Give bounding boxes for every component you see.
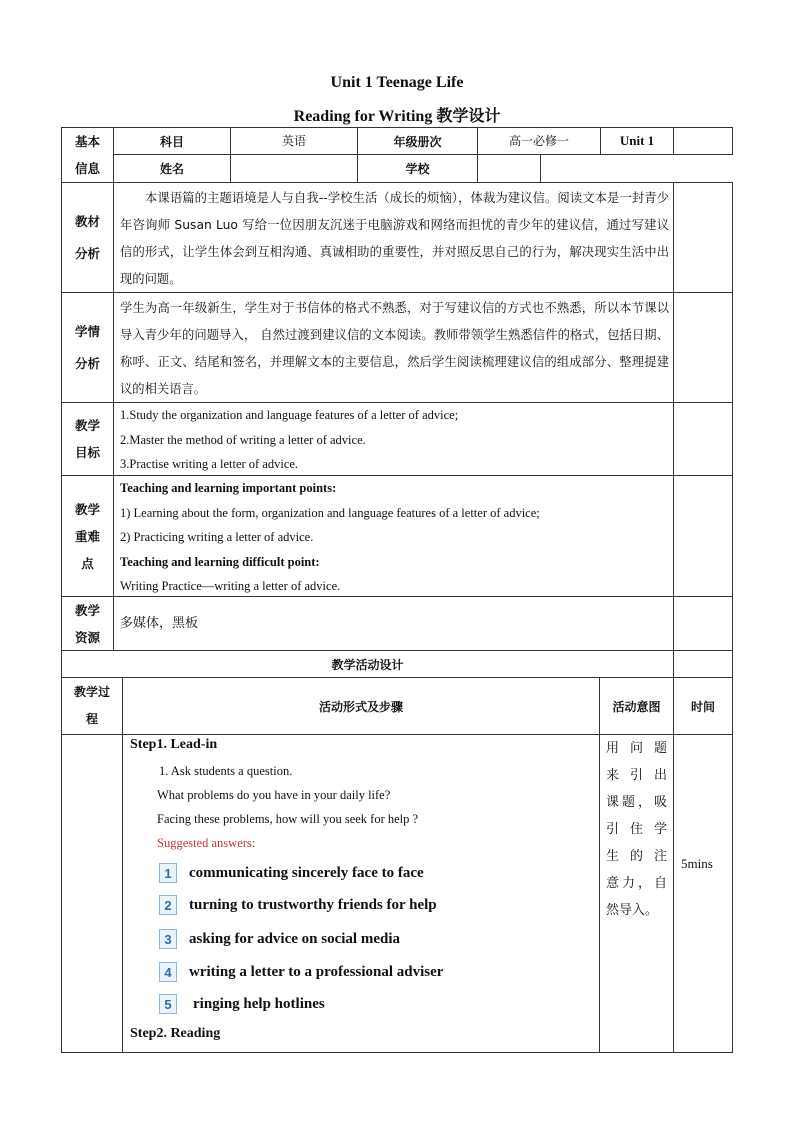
important-point: 2) Practicing writing a letter of advice. — [120, 530, 314, 544]
answer-text: communicating sincerely face to face — [189, 864, 424, 881]
important-point: 1) Learning about the form, organization and language features of a letter of advice; — [120, 505, 540, 520]
purpose-line: 用问题 — [606, 741, 667, 756]
step1-question-intro: 1. Ask students a question. — [159, 764, 293, 778]
intent-cell — [599, 734, 674, 1053]
number-badge-icon: 5 — [159, 994, 177, 1014]
material-label-top: 教材 — [74, 214, 100, 229]
empty-cell — [673, 596, 733, 651]
steps-cell — [122, 734, 600, 1053]
objectives-label — [61, 402, 114, 476]
name-label: 姓名 — [113, 154, 231, 183]
difficult-point: Writing Practice—writing a letter of advice. — [120, 579, 341, 593]
answer-item — [159, 895, 437, 915]
suggested-answers-label: Suggested answers: — [157, 836, 256, 850]
purpose-line: 课题，吸 — [606, 795, 667, 810]
student-analysis-text: 学生为高一年级新生，学生对于书信体的格式不熟悉，对于写建议信的方式也不熟悉，所以本节课以导入青少年的问题导入， 自然过渡到建议信的文本阅读。教师带领学生熟悉信件的格式，包括日期、称呼、正文、结尾和签名，并理解文本的主要信息，然后学生阅读梳理建议信的组成部分、整理提建议的相关语言。 — [113, 292, 674, 403]
empty-cell — [673, 292, 733, 403]
step1-question-1: What problems do you have in your daily life? — [157, 788, 391, 802]
material-analysis-text: 本课语篇的主题语境是人与自我--学校生活（成长的烦恼），体裁为建议信。阅读文本是一封青少年咨询师 Susan Luo 写给一位因朋友沉迷于电脑游戏和网络而担忧的青少年的建议信，通过写建议信的形式，让学生体会到互相沟通、真诚相助的重要性，并对照反思自己的行为，解决现实生活中出现的问题。 — [113, 182, 674, 293]
objective-item: 2.Master the method of writing a letter of advice. — [120, 432, 366, 447]
school-label: 学校 — [357, 154, 478, 183]
purpose-line: 引住学 — [606, 822, 667, 837]
keypoints-content — [113, 475, 674, 597]
subject-label: 科目 — [113, 127, 231, 155]
process-header-top: 教学过 — [73, 685, 110, 699]
basic-info-label — [61, 127, 114, 183]
empty-cell — [673, 475, 733, 597]
student-analysis-label — [61, 292, 114, 403]
resources-label-top: 教学 — [74, 602, 100, 618]
answer-item — [159, 863, 424, 883]
activity-design-heading: 教学活动设计 — [61, 650, 674, 678]
number-badge-icon: 4 — [159, 962, 177, 982]
keypoints-label — [61, 475, 114, 597]
answer-item — [159, 994, 325, 1014]
objective-item: 1.Study the organization and language features of a letter of advice; — [120, 408, 459, 422]
keypoints-label-1: 教学 — [74, 501, 100, 517]
empty-cell — [673, 650, 733, 678]
objective-item: 3.Practise writing a letter of advice. — [120, 457, 299, 471]
step1-title: Step1. Lead-in — [130, 737, 218, 752]
difficult-heading: Teaching and learning difficult point: — [120, 554, 320, 569]
document-subtitle — [0, 103, 794, 126]
steps-header: 活动形式及步骤 — [122, 677, 600, 735]
number-badge-icon: 2 — [159, 895, 177, 915]
purpose-line: 意力，自 — [606, 876, 667, 891]
objectives-label-top: 教学 — [74, 418, 100, 433]
student-label-bottom: 分析 — [74, 356, 100, 371]
school-value[interactable] — [477, 154, 541, 183]
empty-cell — [673, 127, 733, 155]
objectives-list — [113, 402, 674, 476]
step1-question-2: Facing these problems, how will you seek for help ? — [157, 812, 419, 826]
time-header: 时间 — [673, 677, 733, 735]
process-header-bottom: 程 — [85, 712, 98, 726]
material-label-bottom: 分析 — [74, 246, 100, 261]
important-heading: Teaching and learning important points: — [120, 481, 337, 495]
basic-label-top: 基本 — [74, 134, 100, 149]
grade-value: 高一必修一 — [477, 127, 601, 155]
step2-title: Step2. Reading — [130, 1026, 221, 1041]
resources-text: 多媒体，黑板 — [113, 596, 674, 651]
purpose-line: 来引出 — [606, 768, 667, 783]
subtitle-chinese: 教学设计 — [436, 106, 501, 125]
answer-text: turning to trustworthy friends for help — [189, 896, 437, 913]
answer-item — [159, 962, 443, 982]
process-cell — [61, 734, 123, 1053]
answer-item — [159, 929, 400, 949]
keypoints-label-2: 重难 — [74, 528, 100, 544]
number-badge-icon: 3 — [159, 929, 177, 949]
intent-header: 活动意图 — [599, 677, 674, 735]
unit-value: Unit 1 — [600, 127, 674, 155]
resources-label-bottom: 资源 — [74, 629, 100, 645]
answer-text: asking for advice on social media — [189, 930, 400, 947]
resources-label — [61, 596, 114, 651]
student-label-top: 学情 — [74, 324, 100, 339]
name-value[interactable] — [230, 154, 358, 183]
material-label — [61, 182, 114, 293]
step1-time: 5mins — [681, 856, 713, 871]
process-header — [61, 677, 123, 735]
keypoints-label-3: 点 — [81, 555, 94, 571]
purpose-line: 生的注 — [606, 849, 667, 864]
time-cell — [673, 734, 733, 1053]
basic-label-bottom: 信息 — [74, 161, 100, 176]
grade-label: 年级册次 — [357, 127, 478, 155]
empty-cell — [673, 182, 733, 293]
empty-cell — [673, 402, 733, 476]
subtitle-english: Reading for Writing — [293, 108, 437, 125]
purpose-line: 然导入。 — [606, 903, 659, 918]
answer-text: writing a letter to a professional adviser — [189, 963, 444, 980]
answer-text: ringing help hotlines — [193, 995, 325, 1012]
subject-value: 英语 — [230, 127, 358, 155]
document-title: Unit 1 Teenage Life — [330, 74, 464, 91]
number-badge-icon: 1 — [159, 863, 177, 883]
objectives-label-bottom: 目标 — [74, 445, 100, 460]
